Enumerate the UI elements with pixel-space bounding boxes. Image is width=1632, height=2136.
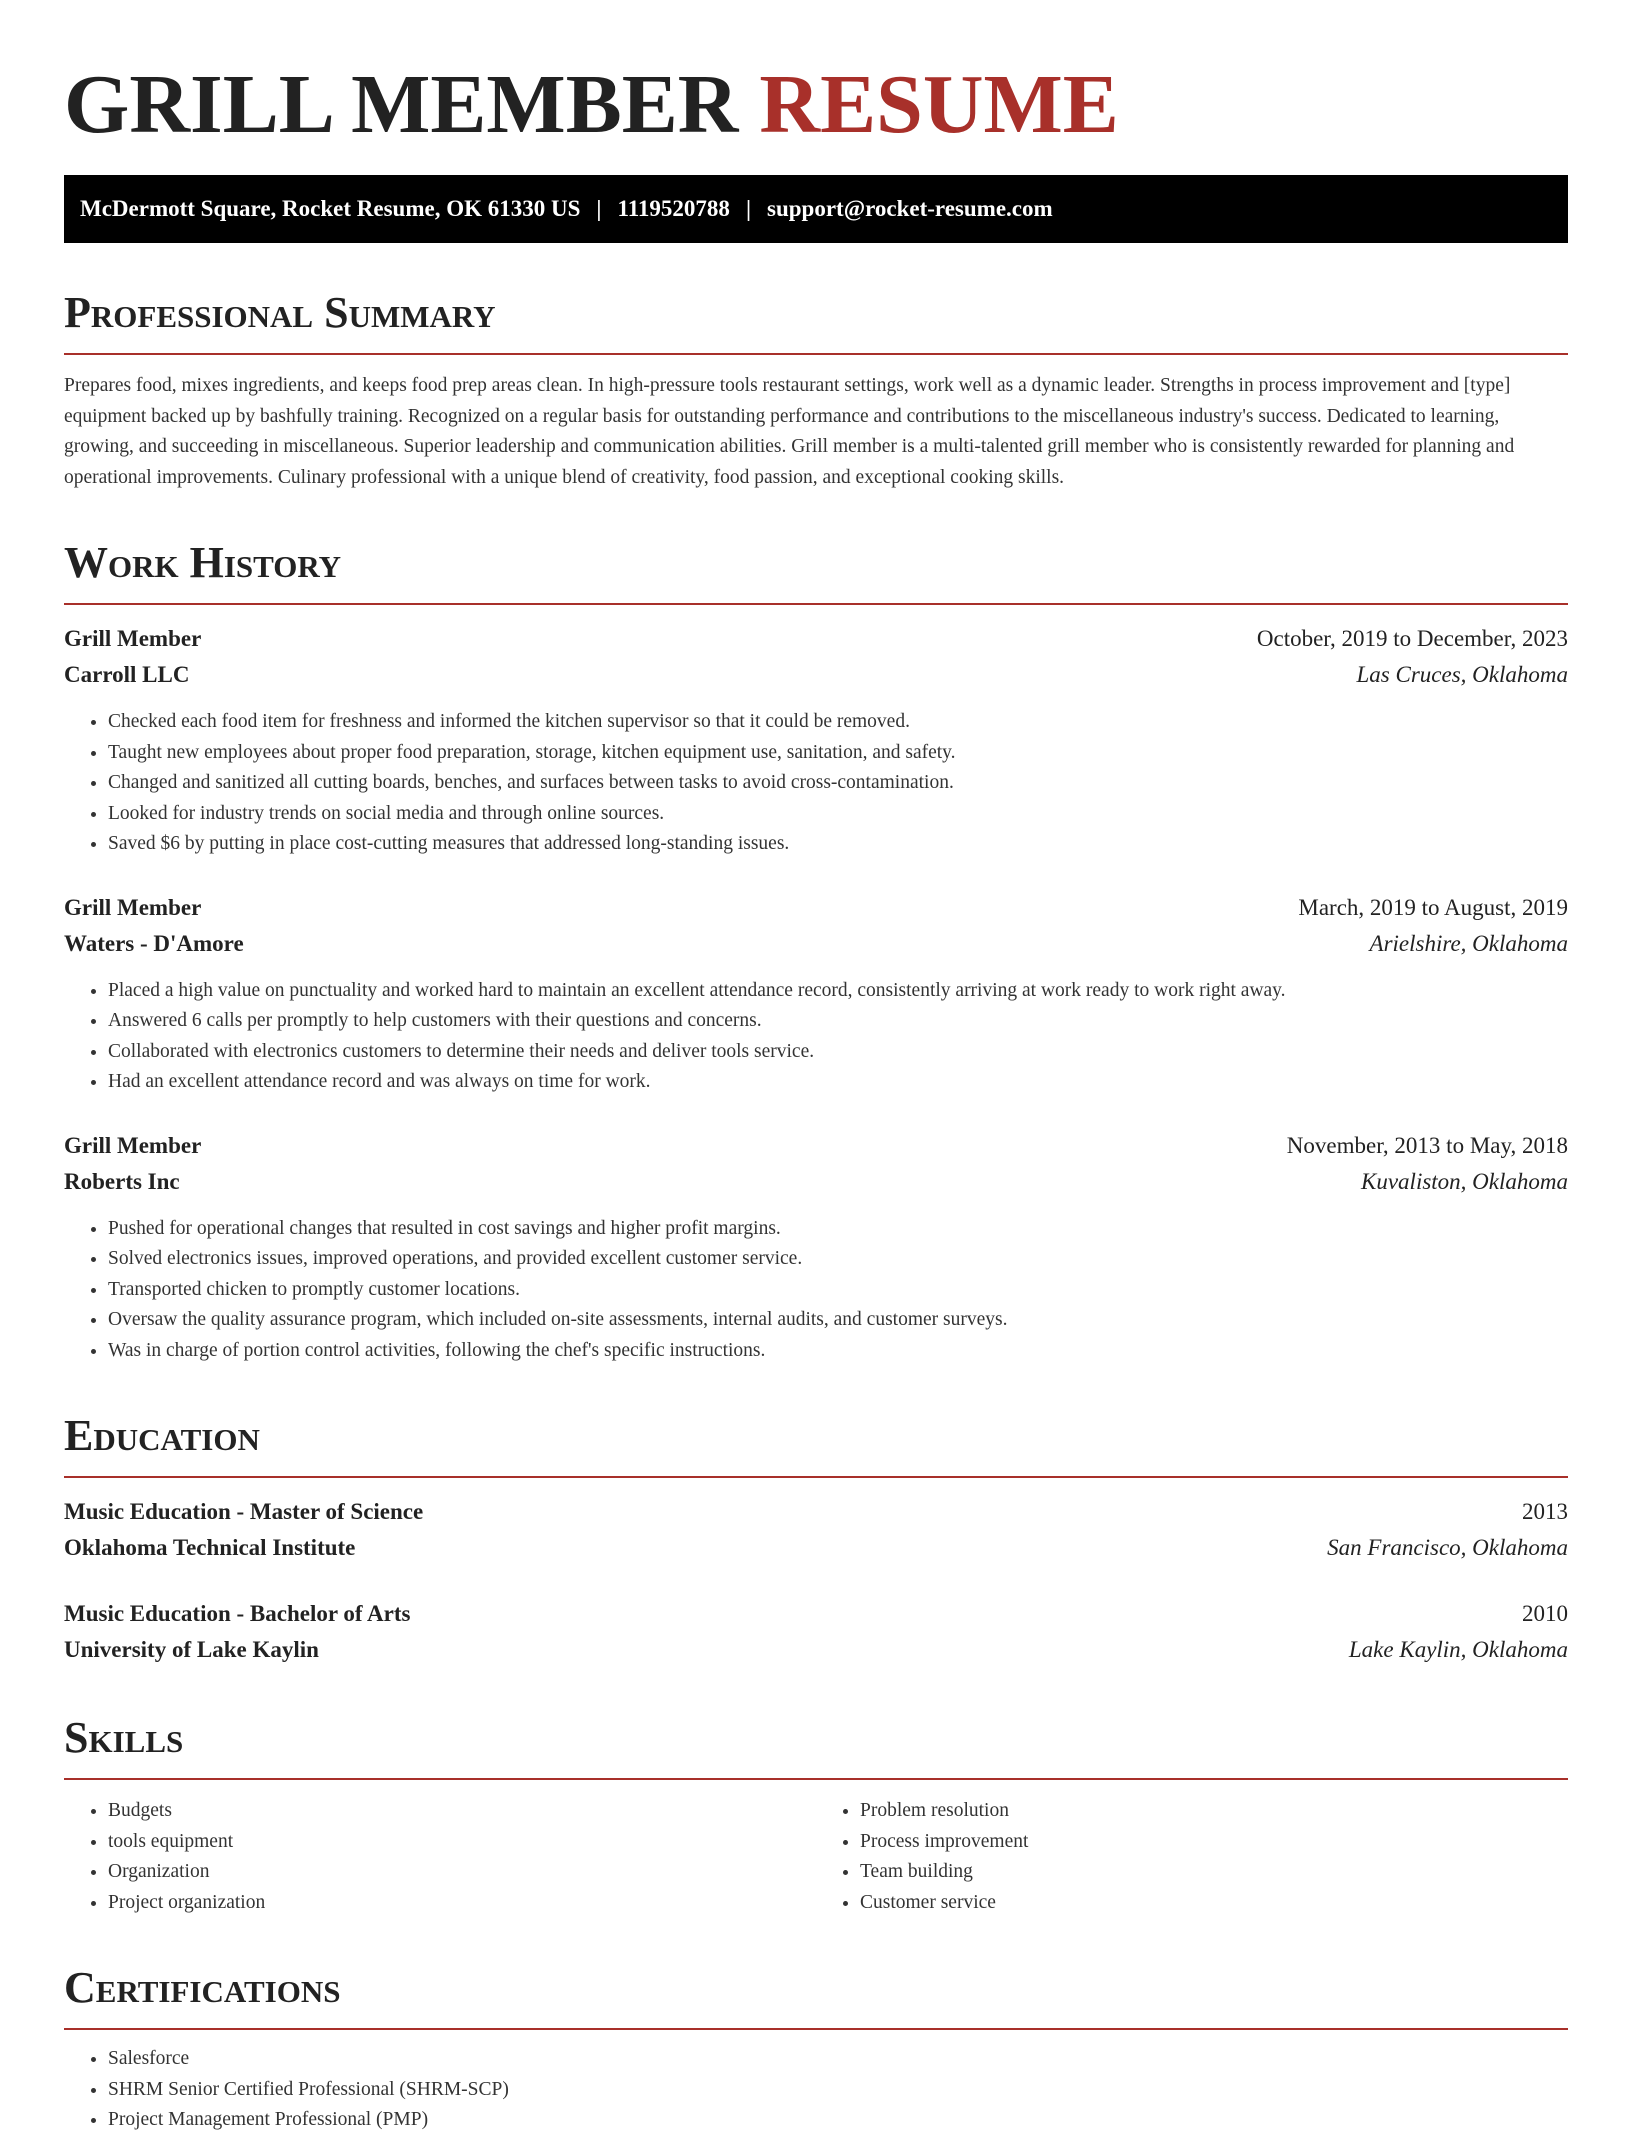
contact-address: McDermott Square, Rocket Resume, OK 61330 US (80, 196, 581, 221)
certifications-list (64, 2044, 1568, 2136)
job-dates: March, 2019 to August, 2019 (1298, 894, 1568, 920)
section-heading: Skills (64, 1712, 1568, 1780)
summary-section (64, 287, 1568, 493)
job-bullet: • Collaborated with electronics customers to determine their needs and deliver tools service. (108, 1037, 1568, 1068)
section-heading: Work History (64, 537, 1568, 605)
job-bullet: • Had an excellent attendance record and was always on time for work. (108, 1067, 1568, 1098)
skill-item: • Organization (108, 1857, 816, 1888)
job-bullet: • Oversaw the quality assurance program, which included on-site assessments, internal audits, and customer surveys. (108, 1305, 1568, 1336)
job-company: Carroll LLC (64, 662, 190, 687)
job-bullets (64, 707, 1568, 860)
job-bullet: • Placed a high value on punctuality and worked hard to maintain an excellent attendance record, consistently arriving at work ready to work right away. (108, 976, 1568, 1007)
skills-columns (64, 1796, 1568, 1918)
skill-item: • Process improvement (860, 1827, 1568, 1858)
skill-item: • Problem resolution (860, 1796, 1568, 1827)
education-degree: Music Education - Bachelor of Arts (64, 1601, 411, 1626)
job-entry (64, 621, 1568, 860)
section-heading: Professional Summary (64, 287, 1568, 355)
resume-title (64, 55, 1568, 155)
job-location: Arielshire, Oklahoma (1369, 930, 1568, 956)
certification-item: • Salesforce (108, 2044, 1568, 2075)
title-accent: RESUME (759, 58, 1119, 151)
contact-separator: | (596, 196, 602, 221)
job-bullet: • Looked for industry trends on social media and through online sources. (108, 799, 1568, 830)
contact-phone: 1119520788 (617, 196, 730, 221)
job-position: Grill Member (64, 894, 202, 920)
contact-bar (64, 175, 1568, 243)
job-dates: November, 2013 to May, 2018 (1286, 1132, 1568, 1158)
job-entry (64, 890, 1568, 1098)
job-bullet: • Answered 6 calls per promptly to help customers with their questions and concerns. (108, 1006, 1568, 1037)
job-company: Roberts Inc (64, 1168, 180, 1194)
skill-item: • Budgets (108, 1796, 816, 1827)
education-section (64, 1410, 1568, 1668)
skill-item: • Team building (860, 1857, 1568, 1888)
skills-list-left (64, 1796, 816, 1918)
education-year: 2010 (1522, 1601, 1568, 1626)
job-location: Las Cruces, Oklahoma (1356, 662, 1568, 687)
summary-text: Prepares food, mixes ingredients, and keeps food prep areas clean. In high-pressure tools restaurant settings, work well as a dynamic leader. Strengths in process improvement and [type] equipment backed up by bashfully training. Recognized on a regular basis for outstanding performance and contributions to the miscellaneous industry's success. Dedicated to learning, growing, and succeeding in miscellaneous. Superior leadership and communication abilities. Grill member is a multi-talented grill member who is consistently rewarded for planning and operational improvements. Culinary professional with a unique blend of creativity, food passion, and exceptional cooking skills. (64, 375, 1515, 488)
skills-section (64, 1712, 1568, 1918)
education-school: Oklahoma Technical Institute (64, 1535, 356, 1560)
job-bullet: • Pushed for operational changes that resulted in cost savings and higher profit margins. (108, 1214, 1568, 1245)
job-position: Grill Member (64, 626, 202, 651)
job-location: Kuvaliston, Oklahoma (1361, 1168, 1568, 1194)
title-main: GRILL MEMBER (64, 58, 739, 151)
skill-item: • tools equipment (108, 1827, 816, 1858)
certifications-section (64, 1962, 1568, 2136)
job-bullet: • Changed and sanitized all cutting boards, benches, and surfaces between tasks to avoid cross-contamination. (108, 768, 1568, 799)
job-bullet: • Solved electronics issues, improved operations, and provided excellent customer service. (108, 1244, 1568, 1275)
job-bullet: • Saved $6 by putting in place cost-cutting measures that addressed long-standing issues. (108, 829, 1568, 860)
job-bullets (64, 976, 1568, 1098)
job-entry (64, 1128, 1568, 1367)
skill-item: • Customer service (860, 1888, 1568, 1919)
certification-item: • SHRM Senior Certified Professional (SHRM-SCP) (108, 2075, 1568, 2106)
job-company: Waters - D'Amore (64, 930, 244, 956)
education-entry (64, 1596, 1568, 1668)
certification-item: • Project Management Professional (PMP) (108, 2105, 1568, 2136)
job-dates: October, 2019 to December, 2023 (1256, 626, 1568, 651)
job-bullet: • Taught new employees about proper food preparation, storage, kitchen equipment use, sanitation, and safety. (108, 738, 1568, 769)
contact-separator: | (745, 196, 752, 221)
education-year: 2013 (1522, 1499, 1568, 1524)
job-bullet: • Was in charge of portion control activities, following the chef's specific instructions. (108, 1336, 1568, 1367)
skills-list-right (816, 1796, 1568, 1918)
section-heading: Education (64, 1410, 1568, 1478)
job-bullets (64, 1214, 1568, 1367)
education-degree: Music Education - Master of Science (64, 1499, 424, 1524)
job-bullet: • Checked each food item for freshness and informed the kitchen supervisor so that it could be removed. (108, 707, 1568, 738)
section-heading: Certifications (64, 1962, 1568, 2030)
job-position: Grill Member (64, 1132, 202, 1158)
education-entry (64, 1494, 1568, 1566)
job-bullet: • Transported chicken to promptly customer locations. (108, 1275, 1568, 1306)
education-location: Lake Kaylin, Oklahoma (1348, 1637, 1568, 1662)
skill-item: • Project organization (108, 1888, 816, 1919)
education-location: San Francisco, Oklahoma (1327, 1535, 1568, 1560)
contact-email[interactable]: support@rocket-resume.com (767, 196, 1053, 221)
education-school: University of Lake Kaylin (64, 1637, 319, 1662)
work-history-section (64, 537, 1568, 1366)
